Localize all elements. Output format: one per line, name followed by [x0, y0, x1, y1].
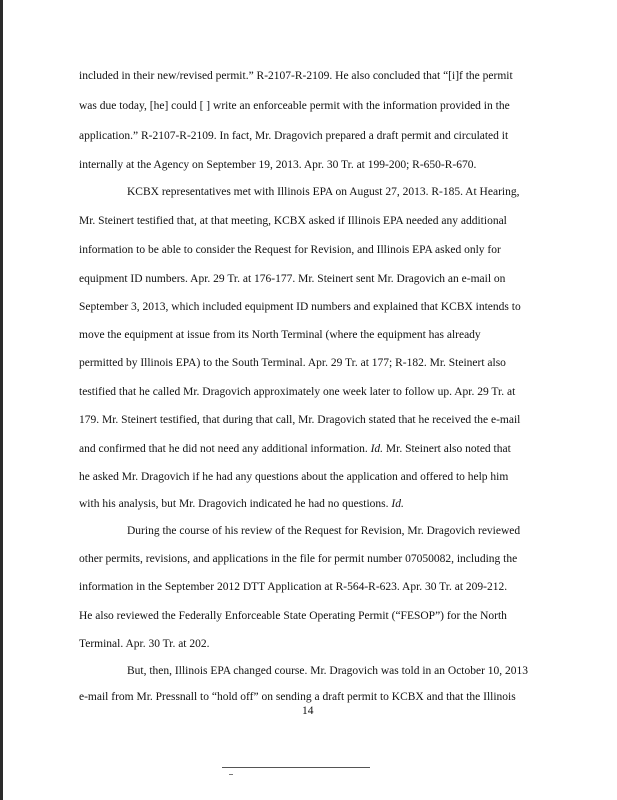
- page-number: 14: [302, 705, 314, 717]
- text-line-12: testified that he called Mr. Dragovich approximately one week later to follow up. Apr. 29 Tr. at: [79, 386, 516, 398]
- text-line-18: other permits, revisions, and applications in the file for permit number 07050082, including the: [79, 553, 518, 565]
- text-line-8: equipment ID numbers. Apr. 29 Tr. at 176-177. Mr. Steinert sent Mr. Dragovich an e-mail on: [79, 273, 506, 285]
- text-line-15: he asked Mr. Dragovich if he had any questions about the application and offered to help him: [79, 471, 509, 483]
- text-line-13: 179. Mr. Steinert testified, that during that call, Mr. Dragovich stated that he received the e-mail: [79, 414, 521, 426]
- text-line-10: move the equipment at issue from its North Terminal (where the equipment has already: [79, 329, 481, 341]
- citation-id-2: Id.: [391, 498, 404, 510]
- text-line-4: internally at the Agency on September 19, 2013. Apr. 30 Tr. at 199-200; R-650-R-670.: [79, 159, 477, 171]
- text-line-14-main: and confirmed that he did not need any additional information.: [79, 443, 368, 455]
- text-line-16: [79, 497, 404, 511]
- text-line-11: permitted by Illinois EPA) to the South Terminal. Apr. 29 Tr. at 177; R-182. Mr. Steinert also: [79, 357, 506, 369]
- text-line-22: But, then, Illinois EPA changed course. Mr. Dragovich was told in an October 10, 2013: [127, 665, 529, 677]
- citation-id: Id.: [370, 443, 384, 455]
- bottom-rule: [222, 767, 370, 768]
- text-line-5: KCBX representatives met with Illinois EPA on August 27, 2013. R-185. At Hearing,: [127, 186, 520, 198]
- text-line-14-after: Mr. Steinert also noted that: [385, 443, 511, 455]
- text-line-3: application.” R-2107-R-2109. In fact, Mr. Dragovich prepared a draft permit and circulated it: [79, 130, 509, 142]
- text-line-2: was due today, [he] could [ ] write an enforceable permit with the information provided in the: [79, 100, 510, 112]
- text-line-17: During the course of his review of the Request for Revision, Mr. Dragovich reviewed: [127, 525, 521, 537]
- text-line-9: September 3, 2013, which included equipment ID numbers and explained that KCBX intends to: [79, 301, 521, 313]
- text-line-20: He also reviewed the Federally Enforceable State Operating Permit (“FESOP”) for the North: [79, 610, 507, 622]
- text-line-7: information to be able to consider the Request for Revision, and Illinois EPA asked only for: [79, 244, 501, 256]
- scan-artifact-mark: [229, 774, 233, 775]
- text-line-21: Terminal. Apr. 30 Tr. at 202.: [79, 638, 210, 650]
- text-line-6: Mr. Steinert testified that, at that meeting, KCBX asked if Illinois EPA needed any additional: [79, 215, 507, 227]
- text-line-23: e-mail from Mr. Pressnall to “hold off” on sending a draft permit to KCBX and that the Illinois: [79, 691, 516, 703]
- text-line-19: information in the September 2012 DTT Application at R-564-R-623. Apr. 30 Tr. at 209-212.: [79, 581, 508, 593]
- text-line-1: included in their new/revised permit.” R-2107-R-2109. He also concluded that “[i]f the permit: [79, 70, 513, 82]
- text-line-14: [79, 442, 511, 456]
- text-line-16-main: with his analysis, but Mr. Dragovich indicated he had no questions.: [79, 498, 389, 510]
- scan-left-border: [0, 0, 3, 800]
